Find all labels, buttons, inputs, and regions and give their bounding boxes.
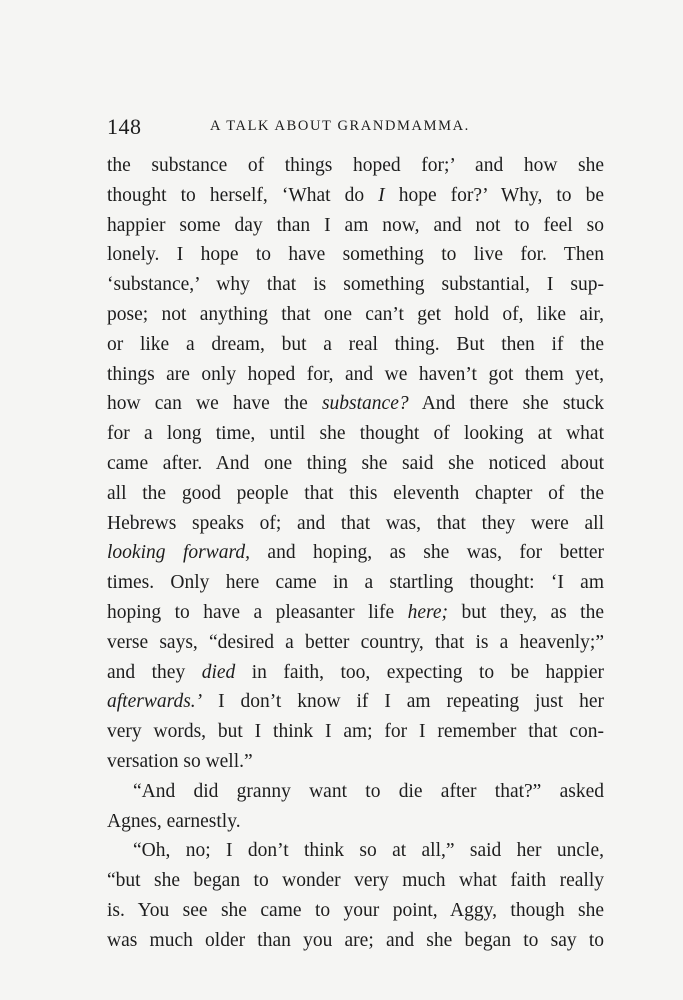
italic-text: died	[201, 661, 236, 683]
text-line	[107, 330, 604, 360]
text-run: happier some day than I am now, and not to feel so	[107, 214, 604, 236]
text-run: I don’t know if I am repeating just her	[202, 691, 604, 713]
text-run: in faith, too, expecting to be happier	[235, 661, 604, 683]
italic-text: afterwards.’	[107, 691, 203, 713]
text-run: but they, as the	[448, 601, 604, 623]
italic-text: substance?	[321, 393, 409, 415]
italic-text: looking forward,	[107, 542, 250, 564]
text-line	[107, 687, 604, 717]
text-run: came after. And one thing she said she noticed about	[107, 452, 604, 474]
text-line	[107, 509, 604, 539]
text-run: Agnes, earnestly.	[107, 810, 241, 832]
text-run: is. You see she came to your point, Aggy, though she	[107, 899, 604, 921]
text-line	[107, 777, 604, 807]
text-run: how can we have the	[107, 393, 322, 415]
text-line	[107, 926, 604, 956]
text-run: hoping to have a pleasanter life	[107, 601, 408, 623]
text-run: “but she began to wonder very much what faith really	[107, 870, 604, 892]
text-line	[107, 360, 604, 390]
text-line	[107, 181, 604, 211]
italic-text: I	[378, 184, 385, 206]
text-line	[107, 151, 604, 181]
text-run: for a long time, until she thought of looking at what	[107, 423, 604, 445]
text-run: pose; not anything that one can’t get hold of, like air,	[107, 303, 604, 325]
text-run: the substance of things hoped for;’ and how she	[107, 155, 604, 176]
text-run: all the good people that this eleventh chapter of the	[107, 482, 604, 504]
text-run: versation so well.”	[107, 750, 253, 772]
text-run: and hoping, as she was, for better	[249, 542, 604, 564]
text-line	[107, 807, 604, 837]
text-line	[107, 479, 604, 509]
text-run: and they	[107, 661, 202, 683]
page-header	[107, 114, 607, 140]
text-run: “Oh, no; I don’t think so at all,” said her uncle,	[133, 840, 604, 862]
text-line	[107, 389, 604, 419]
text-line	[107, 419, 604, 449]
text-line	[107, 836, 604, 866]
text-line	[107, 628, 604, 658]
text-run: times. Only here came in a startling thought: ‘I am	[107, 572, 604, 594]
text-line	[107, 211, 604, 241]
page-number: 148	[107, 114, 142, 139]
running-title: A TALK ABOUT GRANDMAMMA.	[210, 118, 470, 134]
text-line	[107, 747, 604, 777]
text-run: hope for?’ Why, to be	[384, 184, 604, 206]
text-run: Hebrews speaks of; and that was, that they were all	[107, 512, 604, 534]
italic-text: here;	[407, 601, 448, 623]
text-line	[107, 538, 604, 568]
text-run: lonely. I hope to have something to live for. Then	[107, 244, 604, 266]
text-line	[107, 300, 604, 330]
text-line	[107, 240, 604, 270]
text-line	[107, 717, 604, 747]
text-run: very words, but I think I am; for I remember that con-	[107, 721, 604, 743]
text-line	[107, 658, 604, 688]
text-run: ‘substance,’ why that is something substantial, I sup-	[107, 274, 604, 296]
text-run: And there she stuck	[408, 393, 604, 415]
text-run: verse says, “desired a better country, that is a heavenly;”	[107, 631, 604, 653]
text-run: was much older than you are; and she began to say to	[107, 929, 604, 951]
text-line	[107, 598, 604, 628]
text-line	[107, 270, 604, 300]
text-run: or like a dream, but a real thing. But then if the	[107, 333, 604, 355]
text-run: “And did granny want to die after that?” asked	[133, 780, 604, 802]
text-line	[107, 866, 604, 896]
text-run: thought to herself, ‘What do	[107, 184, 379, 206]
text-line	[107, 568, 604, 598]
text-run: things are only hoped for, and we haven’t got them yet,	[107, 363, 604, 385]
body-text	[107, 151, 604, 956]
text-line	[107, 896, 604, 926]
text-line	[107, 449, 604, 479]
